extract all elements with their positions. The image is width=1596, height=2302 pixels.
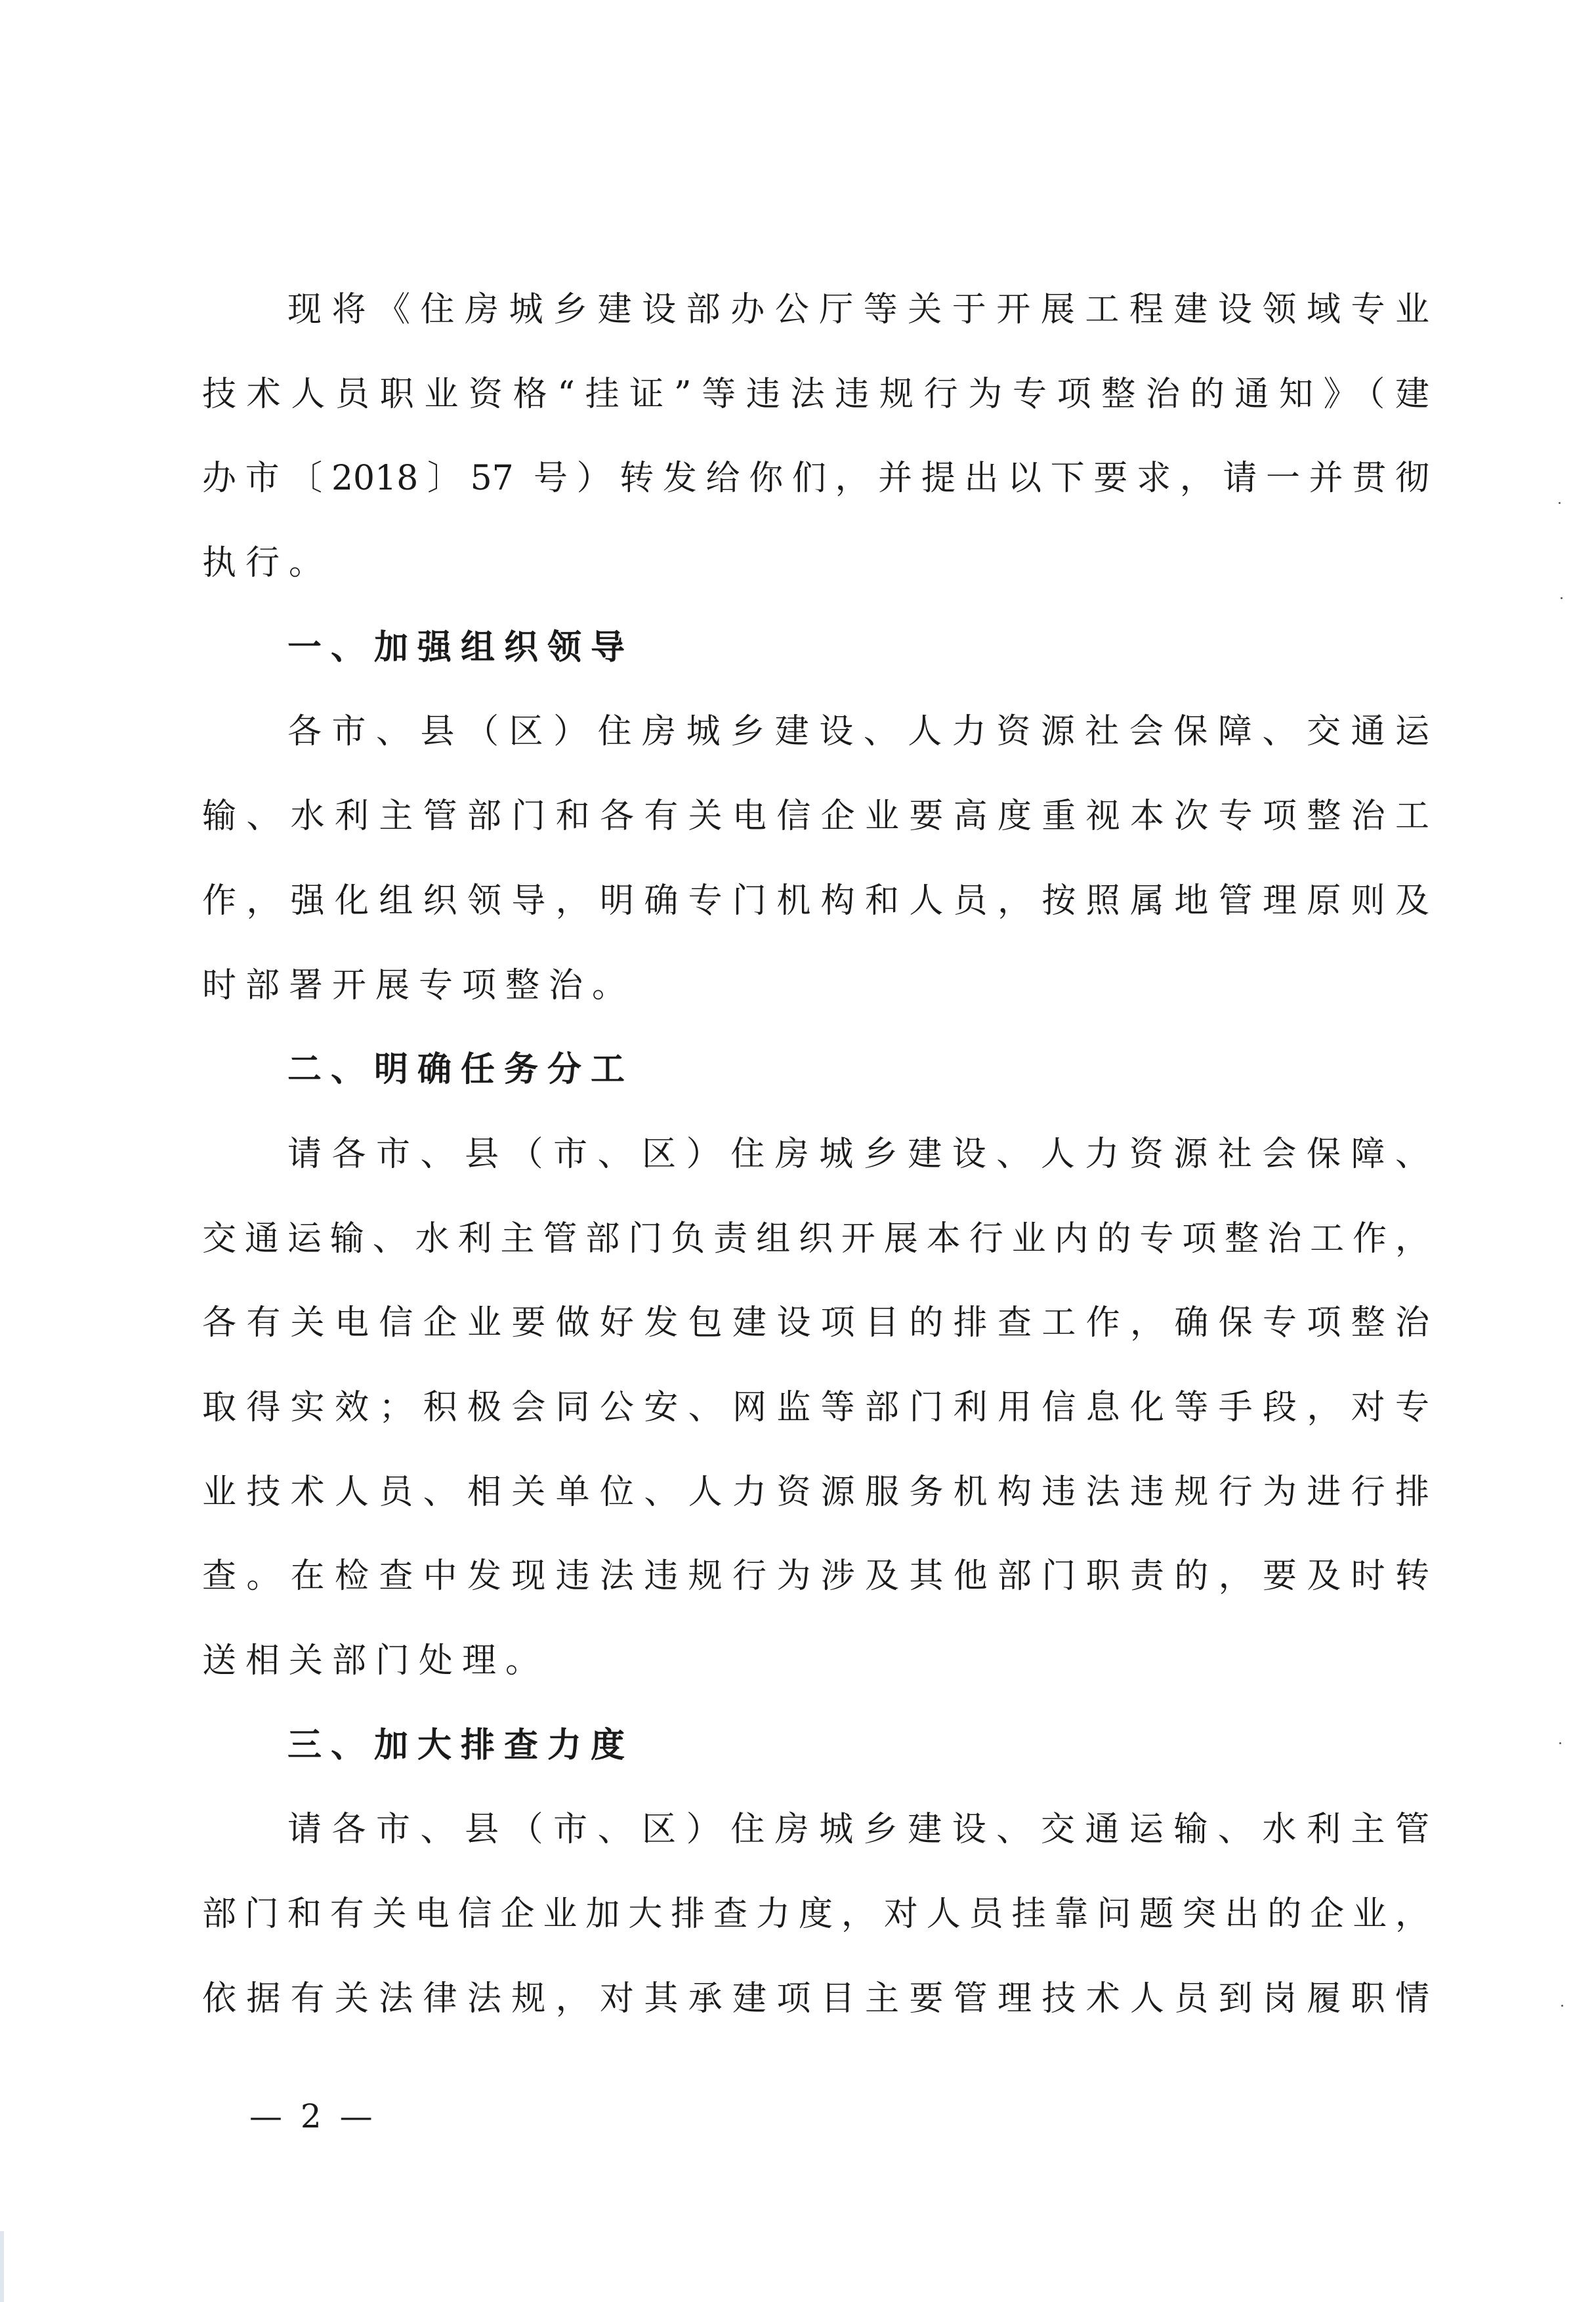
body-line: 请各市、县（市、区）住房城乡建设、交通运输、水利主管 [287, 1810, 1429, 1850]
document-body [202, 268, 1429, 2041]
body-line: 执行。 [202, 543, 333, 583]
body-line: 业技术人员、相关单位、人力资源服务机构违法违规行为进行排 [202, 1472, 1429, 1512]
body-line: 各市、县（区）住房城乡建设、人力资源社会保障、交通运 [287, 712, 1429, 752]
body-line: 请各市、县（市、区）住房城乡建设、人力资源社会保障、 [287, 1134, 1429, 1174]
body-line: 作，强化组织领导，明确专门机构和人员，按照属地管理原则及 [202, 881, 1429, 921]
section-heading: 三、加大排查力度 [287, 1725, 635, 1765]
body-line: 技术人员职业资格“挂证”等违法违规行为专项整治的通知》（建 [202, 374, 1429, 414]
scan-dot [1559, 1742, 1561, 1744]
body-line: 交通运输、水利主管部门负责组织开展本行业内的专项整治工作， [202, 1219, 1429, 1259]
body-line: 各有关电信企业要做好发包建设项目的排查工作，确保专项整治 [202, 1303, 1429, 1343]
body-line: 办市〔2018〕57 号）转发给你们，并提出以下要求，请一并贯彻 [202, 459, 1429, 499]
body-line: 取得实效；积极会同公安、网监等部门利用信息化等手段，对专 [202, 1387, 1429, 1427]
scan-dot [1559, 502, 1561, 504]
section-heading: 二、明确任务分工 [287, 1050, 635, 1090]
scan-dot [1561, 597, 1563, 599]
scan-edge-mark [0, 2231, 4, 2302]
body-line: 时部署开展专项整治。 [202, 965, 636, 1005]
body-line: 输、水利主管部门和各有关电信企业要高度重视本次专项整治工 [202, 797, 1429, 837]
body-line: 查。在检查中发现违法违规行为涉及其他部门职责的，要及时转 [202, 1557, 1429, 1597]
body-line: 现将《住房城乡建设部办公厅等关于开展工程建设领域专业 [287, 290, 1429, 329]
scan-dot [1561, 2005, 1563, 2007]
body-line: 部门和有关电信企业加大排查力度，对人员挂靠问题突出的企业， [202, 1894, 1429, 1935]
page-number: — 2 — [249, 2097, 377, 2135]
body-line: 依据有关法律法规，对其承建项目主要管理技术人员到岗履职情 [202, 1978, 1429, 2019]
section-heading: 一、加强组织领导 [287, 627, 635, 667]
body-line: 送相关部门处理。 [202, 1641, 549, 1681]
